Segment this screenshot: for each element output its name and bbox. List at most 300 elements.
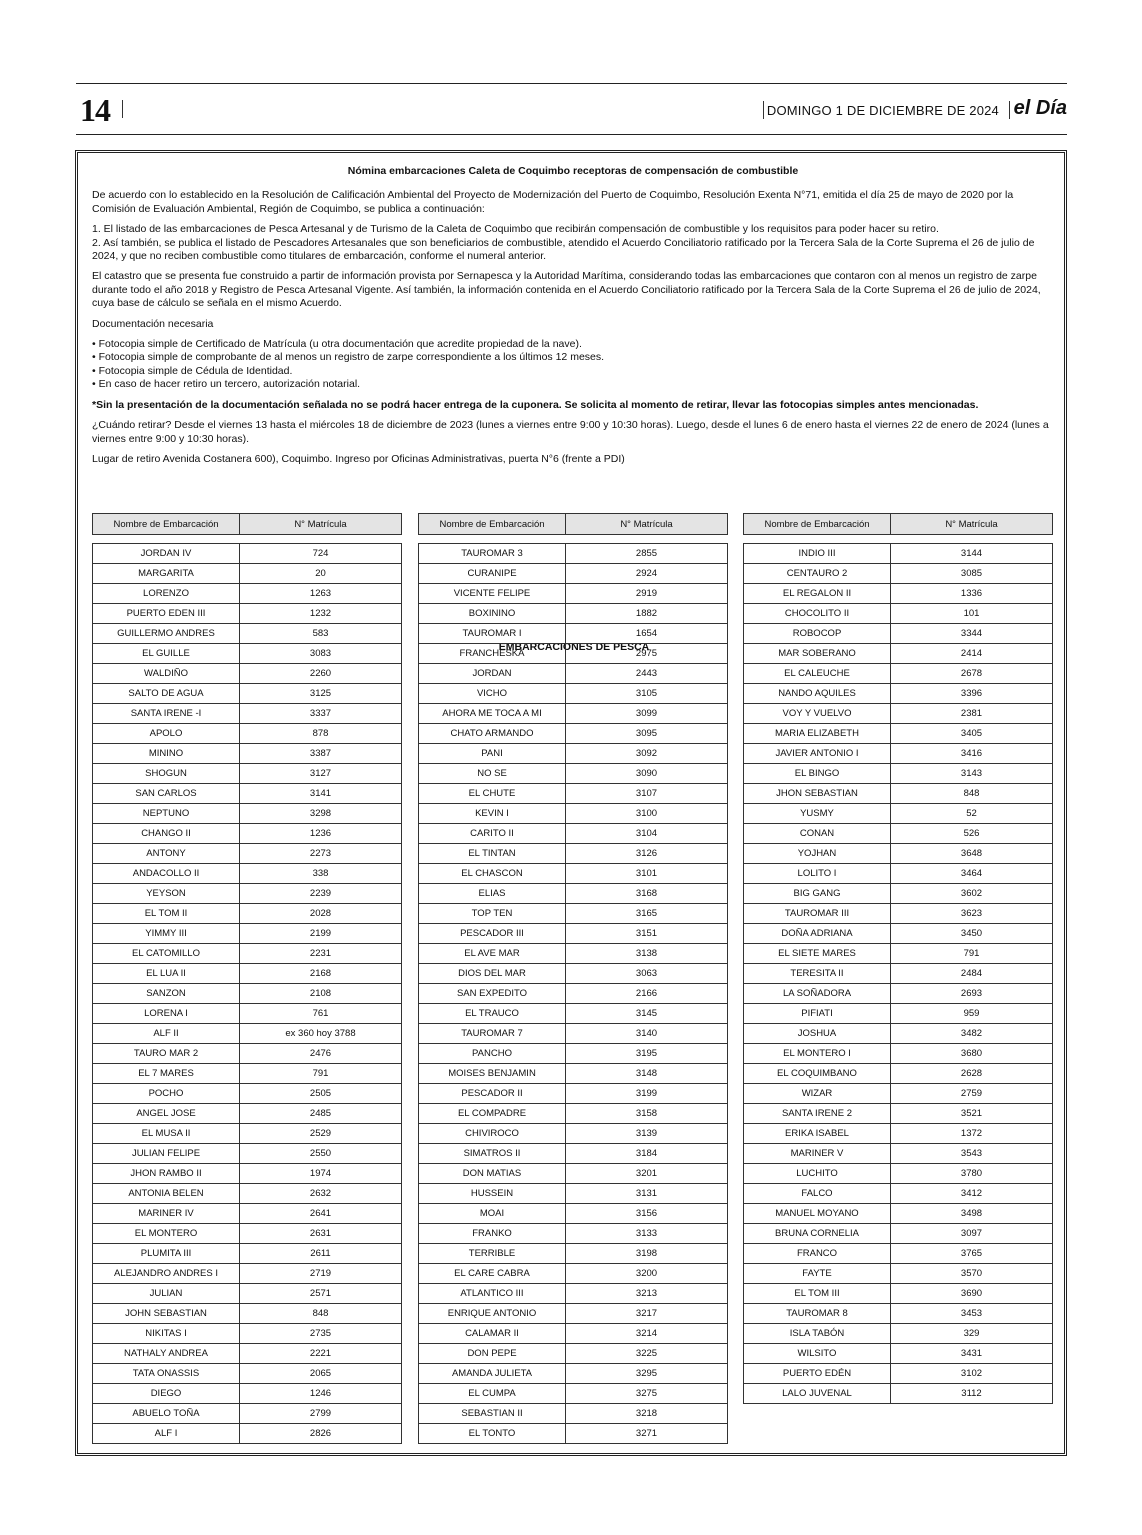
registration-number: 3148	[566, 1064, 728, 1084]
vessel-name: JULIAN FELIPE	[93, 1144, 240, 1164]
registration-number: 1246	[240, 1384, 402, 1404]
doc-item: • Fotocopia simple de Cédula de Identidad.	[92, 364, 293, 377]
registration-number: 2414	[891, 644, 1053, 664]
table-row	[744, 984, 1053, 1004]
table-row	[744, 684, 1053, 704]
vessel-name: TERESITA II	[744, 964, 891, 984]
vessel-name: PANI	[419, 744, 566, 764]
registration-number: 3158	[566, 1104, 728, 1124]
vessel-name: JHON RAMBO II	[93, 1164, 240, 1184]
vessel-name: YUSMY	[744, 804, 891, 824]
column-header-number: N° Matrícula	[891, 514, 1053, 535]
registration-number: 3127	[240, 764, 402, 784]
registration-number: 3095	[566, 724, 728, 744]
registration-number: 3165	[566, 904, 728, 924]
notice-warning: *Sin la presentación de la documentación señalada no se podrá hacer entrega de la cuponera. Se solicita al momento de retirar, llevar las fotocopias simples antes mencionadas.	[92, 398, 979, 411]
registration-number: 583	[240, 624, 402, 644]
table-row	[93, 1124, 402, 1144]
registration-number: 3100	[566, 804, 728, 824]
vessel-name: EL BINGO	[744, 764, 891, 784]
registration-number: 3337	[240, 704, 402, 724]
registration-number: 3482	[891, 1024, 1053, 1044]
vessel-name: EL TOM III	[744, 1284, 891, 1304]
registration-number: 2260	[240, 664, 402, 684]
vessel-name: ISLA TABÓN	[744, 1324, 891, 1344]
registration-number: 2168	[240, 964, 402, 984]
table-row	[93, 664, 402, 684]
vessel-name: EL CARE CABRA	[419, 1264, 566, 1284]
vessel-name: ANTONIA BELEN	[93, 1184, 240, 1204]
registration-number: 2529	[240, 1124, 402, 1144]
table-row	[419, 804, 728, 824]
table-row	[744, 884, 1053, 904]
table-row	[419, 1264, 728, 1284]
tables-title: EMBARCACIONES DE PESCA	[498, 641, 650, 653]
vessel-name: EL MUSA II	[93, 1124, 240, 1144]
page-number: 14	[80, 92, 110, 128]
table-row	[744, 1184, 1053, 1204]
registration-number: 3201	[566, 1164, 728, 1184]
table-row	[744, 604, 1053, 624]
table-row	[93, 604, 402, 624]
vessel-name: FAYTE	[744, 1264, 891, 1284]
vessel-name: DON MATIAS	[419, 1164, 566, 1184]
table-row	[419, 664, 728, 684]
vessel-name: JULIAN	[93, 1284, 240, 1304]
vessel-name: MININO	[93, 744, 240, 764]
vessel-name: ALEJANDRO ANDRES I	[93, 1264, 240, 1284]
registration-number: 526	[891, 824, 1053, 844]
table-row	[419, 644, 728, 664]
registration-number: 3780	[891, 1164, 1053, 1184]
vessel-name: DIOS DEL MAR	[419, 964, 566, 984]
table-row	[419, 784, 728, 804]
vessel-name: FRANCO	[744, 1244, 891, 1264]
table-row	[744, 644, 1053, 664]
table-row	[419, 884, 728, 904]
vessel-name: CHATO ARMANDO	[419, 724, 566, 744]
table-row	[744, 944, 1053, 964]
vessel-name: MARGARITA	[93, 564, 240, 584]
table-row	[419, 604, 728, 624]
registration-number: 2919	[566, 584, 728, 604]
table-row	[419, 1064, 728, 1084]
table-row	[93, 1104, 402, 1124]
table-row	[744, 924, 1053, 944]
registration-number: 2231	[240, 944, 402, 964]
table-header	[418, 513, 728, 535]
vessel-name: POCHO	[93, 1084, 240, 1104]
table-row	[93, 1384, 402, 1404]
table-row	[419, 564, 728, 584]
registration-number: 2108	[240, 984, 402, 1004]
table-row	[419, 624, 728, 644]
newspaper-logo: el Día	[1013, 97, 1067, 119]
registration-number: 3143	[891, 764, 1053, 784]
doc-item: • En caso de hacer retiro un tercero, autorización notarial.	[92, 378, 361, 391]
vessel-name: MAR SOBERANO	[744, 644, 891, 664]
vessel-name: ELIAS	[419, 884, 566, 904]
vessel-name: ROBOCOP	[744, 624, 891, 644]
table-row	[93, 1224, 402, 1244]
registration-number: 2221	[240, 1344, 402, 1364]
vessel-table-2	[418, 543, 728, 1444]
vessel-name: YEYSON	[93, 884, 240, 904]
registration-number: 3156	[566, 1204, 728, 1224]
table-row	[419, 984, 728, 1004]
vessel-name: ABUELO TOÑA	[93, 1404, 240, 1424]
table-row	[419, 1024, 728, 1044]
table-row	[419, 924, 728, 944]
vessel-name: NIKITAS I	[93, 1324, 240, 1344]
vessel-name: CONAN	[744, 824, 891, 844]
registration-number: 3102	[891, 1364, 1053, 1384]
registration-number: 3453	[891, 1304, 1053, 1324]
table-row	[744, 564, 1053, 584]
table-row	[419, 964, 728, 984]
vessel-name: PANCHO	[419, 1044, 566, 1064]
registration-number: 848	[240, 1304, 402, 1324]
vessel-name: SANZON	[93, 984, 240, 1004]
table-row	[419, 1324, 728, 1344]
notice-point-1: 1. El listado de las embarcaciones de Pesca Artesanal y de Turismo de la Caleta de Coquimbo que recibirán compensación de combustible y los requisitos para poder hacer su retiro.	[92, 223, 939, 236]
vessel-name: JAVIER ANTONIO I	[744, 744, 891, 764]
table-row	[419, 684, 728, 704]
registration-number: 2924	[566, 564, 728, 584]
table-row	[419, 704, 728, 724]
vessel-name: TAUROMAR 7	[419, 1024, 566, 1044]
table-row	[419, 724, 728, 744]
table-row	[419, 1284, 728, 1304]
vessel-name: WALDIÑO	[93, 664, 240, 684]
registration-number: 3140	[566, 1024, 728, 1044]
table-row	[744, 1064, 1053, 1084]
registration-number: 2628	[891, 1064, 1053, 1084]
registration-number: 3416	[891, 744, 1053, 764]
table-row	[744, 544, 1053, 564]
registration-number: 2273	[240, 844, 402, 864]
table-row	[419, 1124, 728, 1144]
vessel-name: PESCADOR II	[419, 1084, 566, 1104]
registration-number: 791	[891, 944, 1053, 964]
vessel-name: NANDO AQUILES	[744, 684, 891, 704]
registration-number: 3275	[566, 1384, 728, 1404]
registration-number: 3198	[566, 1244, 728, 1264]
table-row	[419, 1004, 728, 1024]
registration-number: 3214	[566, 1324, 728, 1344]
registration-number: 1263	[240, 584, 402, 604]
vessel-name: VICENTE FELIPE	[419, 584, 566, 604]
doc-item: • Fotocopia simple de comprobante de al menos un registro de zarpe correspondiente a los últimos 12 meses.	[92, 351, 605, 364]
table-row	[419, 744, 728, 764]
table-row	[744, 724, 1053, 744]
vessel-name: EL CHASCON	[419, 864, 566, 884]
table-row	[93, 1264, 402, 1284]
registration-number: 3133	[566, 1224, 728, 1244]
vessel-name: GUILLERMO ANDRES	[93, 624, 240, 644]
registration-number: 3145	[566, 1004, 728, 1024]
registration-number: 3396	[891, 684, 1053, 704]
vessel-name: LORENZO	[93, 584, 240, 604]
registration-number: 2975	[566, 644, 728, 664]
divider	[763, 101, 764, 119]
table-row	[744, 844, 1053, 864]
registration-number: 2505	[240, 1084, 402, 1104]
table-row	[744, 584, 1053, 604]
vessel-name: SANTA IRENE 2	[744, 1104, 891, 1124]
vessel-name: EL CATOMILLO	[93, 944, 240, 964]
registration-number: 3085	[891, 564, 1053, 584]
vessel-table-1	[92, 543, 402, 1444]
vessel-name: INDIO III	[744, 544, 891, 564]
table-row	[419, 944, 728, 964]
vessel-name: EL CUMPA	[419, 1384, 566, 1404]
registration-number: 3405	[891, 724, 1053, 744]
registration-number: 3225	[566, 1344, 728, 1364]
table-row	[744, 764, 1053, 784]
table-row	[744, 1244, 1053, 1264]
issue-date: DOMINGO 1 DE DICIEMBRE DE 2024	[766, 103, 999, 118]
table-row	[93, 1084, 402, 1104]
vessel-name: SANTA IRENE -I	[93, 704, 240, 724]
table-row	[93, 1304, 402, 1324]
vessel-name: TAUROMAR 8	[744, 1304, 891, 1324]
vessel-name: JORDAN	[419, 664, 566, 684]
table-row	[93, 924, 402, 944]
vessel-name: LORENA I	[93, 1004, 240, 1024]
vessel-name: EL MONTERO	[93, 1224, 240, 1244]
table-row	[419, 1404, 728, 1424]
registration-number: 3168	[566, 884, 728, 904]
table-row	[419, 584, 728, 604]
vessel-name: EL TRAUCO	[419, 1004, 566, 1024]
vessel-name: EL COMPADRE	[419, 1104, 566, 1124]
table-row	[93, 744, 402, 764]
vessel-name: JOHN SEBASTIAN	[93, 1304, 240, 1324]
table-row	[93, 624, 402, 644]
vessel-name: BIG GANG	[744, 884, 891, 904]
registration-number: 3101	[566, 864, 728, 884]
vessel-name: PUERTO EDEN III	[93, 604, 240, 624]
registration-number: 3765	[891, 1244, 1053, 1264]
registration-number: ex 360 hoy 3788	[240, 1024, 402, 1044]
table-row	[419, 1224, 728, 1244]
table-row	[93, 704, 402, 724]
registration-number: 1882	[566, 604, 728, 624]
vessel-name: SAN EXPEDITO	[419, 984, 566, 1004]
table-row	[744, 1324, 1053, 1344]
table-row	[419, 1424, 728, 1444]
vessel-name: MANUEL MOYANO	[744, 1204, 891, 1224]
table-row	[744, 1144, 1053, 1164]
vessel-name: CHANGO II	[93, 824, 240, 844]
registration-number: 2571	[240, 1284, 402, 1304]
divider	[1009, 101, 1010, 119]
vessel-name: TOP TEN	[419, 904, 566, 924]
table-row	[744, 624, 1053, 644]
vessel-name: ERIKA ISABEL	[744, 1124, 891, 1144]
table-row	[93, 824, 402, 844]
registration-number: 2166	[566, 984, 728, 1004]
registration-number: 959	[891, 1004, 1053, 1024]
registration-number: 3344	[891, 624, 1053, 644]
vessel-name: EL CALEUCHE	[744, 664, 891, 684]
vessel-name: EL MONTERO I	[744, 1044, 891, 1064]
registration-number: 1236	[240, 824, 402, 844]
table-row	[419, 1244, 728, 1264]
registration-number: 3200	[566, 1264, 728, 1284]
vessel-name: TAUROMAR III	[744, 904, 891, 924]
registration-number: 3112	[891, 1384, 1053, 1404]
registration-number: 2611	[240, 1244, 402, 1264]
table-row	[744, 784, 1053, 804]
registration-number: 1336	[891, 584, 1053, 604]
table-row	[93, 784, 402, 804]
registration-number: 2199	[240, 924, 402, 944]
registration-number: 101	[891, 604, 1053, 624]
page-header	[76, 83, 1067, 135]
vessel-name: ATLANTICO III	[419, 1284, 566, 1304]
vessel-name: AMANDA JULIETA	[419, 1364, 566, 1384]
table-row	[93, 844, 402, 864]
vessel-name: ANDACOLLO II	[93, 864, 240, 884]
registration-number: 3139	[566, 1124, 728, 1144]
registration-number: 2855	[566, 544, 728, 564]
vessel-name: CENTAURO 2	[744, 564, 891, 584]
vessel-name: EL TOM II	[93, 904, 240, 924]
registration-number: 3498	[891, 1204, 1053, 1224]
vessel-name: WILSITO	[744, 1344, 891, 1364]
registration-number: 878	[240, 724, 402, 744]
table-row	[93, 1404, 402, 1424]
table-row	[93, 544, 402, 564]
vessel-name: TERRIBLE	[419, 1244, 566, 1264]
table-row	[744, 1264, 1053, 1284]
table-row	[93, 864, 402, 884]
table-row	[744, 1164, 1053, 1184]
notice-title: Nómina embarcaciones Caleta de Coquimbo receptoras de compensación de combustible	[347, 165, 799, 177]
column-header-name: Nombre de Embarcación	[93, 514, 240, 535]
registration-number: 3151	[566, 924, 728, 944]
vessel-name: FRANKO	[419, 1224, 566, 1244]
notice-intro: De acuerdo con lo establecido en la Resolución de Calificación Ambiental del Proyecto de Modernización del Puerto de Coquimbo, Resolución Exenta N°71, emitida el día 25 de mayo de 2020 por la Comisión de Evaluación Ambiental, Región de Coquimbo, se publica a continuación:	[92, 189, 1014, 215]
registration-number: 338	[240, 864, 402, 884]
registration-number: 52	[891, 804, 1053, 824]
table-row	[744, 1104, 1053, 1124]
registration-number: 724	[240, 544, 402, 564]
vessel-name: MARINER IV	[93, 1204, 240, 1224]
table-row	[744, 1084, 1053, 1104]
registration-number: 1232	[240, 604, 402, 624]
vessel-name: FRANCHESKA	[419, 644, 566, 664]
vessel-name: EL REGALON II	[744, 584, 891, 604]
table-row	[744, 1284, 1053, 1304]
registration-number: 3097	[891, 1224, 1053, 1244]
registration-number: 3213	[566, 1284, 728, 1304]
table-row	[744, 864, 1053, 884]
table-row	[93, 584, 402, 604]
table-row	[419, 1344, 728, 1364]
table-row	[744, 1304, 1053, 1324]
table-row	[744, 1344, 1053, 1364]
vessel-name: APOLO	[93, 724, 240, 744]
vessel-name: EL GUILLE	[93, 644, 240, 664]
vessel-name: ENRIQUE ANTONIO	[419, 1304, 566, 1324]
vessel-name: VICHO	[419, 684, 566, 704]
vessel-name: DIEGO	[93, 1384, 240, 1404]
vessel-table-3	[743, 543, 1053, 1404]
registration-number: 2239	[240, 884, 402, 904]
vessel-name: DOÑA ADRIANA	[744, 924, 891, 944]
registration-number: 2735	[240, 1324, 402, 1344]
vessel-name: HUSSEIN	[419, 1184, 566, 1204]
registration-number: 3690	[891, 1284, 1053, 1304]
vessel-name: LA SOÑADORA	[744, 984, 891, 1004]
table-row	[419, 544, 728, 564]
table-row	[93, 1044, 402, 1064]
registration-number: 3521	[891, 1104, 1053, 1124]
registration-number: 3092	[566, 744, 728, 764]
registration-number: 3218	[566, 1404, 728, 1424]
vessel-name: CURANIPE	[419, 564, 566, 584]
registration-number: 2028	[240, 904, 402, 924]
vessel-name: SHOGUN	[93, 764, 240, 784]
vessel-name: SAN CARLOS	[93, 784, 240, 804]
table-row	[744, 1364, 1053, 1384]
vessel-name: JHON SEBASTIAN	[744, 784, 891, 804]
vessel-name: LOLITO I	[744, 864, 891, 884]
registration-number: 3063	[566, 964, 728, 984]
registration-number: 2826	[240, 1424, 402, 1444]
notice-where: Lugar de retiro Avenida Costanera 600), Coquimbo. Ingreso por Oficinas Administrativas, puerta N°6 (frente a PDI)	[92, 452, 625, 465]
vessel-name: ALF I	[93, 1424, 240, 1444]
notice-point-2: 2. Así también, se publica el listado de Pescadores Artesanales que son beneficiarios de combustible, atendido el Acuerdo Conciliatorio ratificado por la Tercera Sala de la Corte Suprema el 26 de julio de 2024, y que no reciben combustible como titulares de embarcación, conforme el numeral anterior.	[92, 236, 1035, 263]
table-row	[93, 984, 402, 1004]
registration-number: 1974	[240, 1164, 402, 1184]
vessel-name: MOISES BENJAMIN	[419, 1064, 566, 1084]
registration-number: 3138	[566, 944, 728, 964]
vessel-name: VOY Y VUELVO	[744, 704, 891, 724]
registration-number: 2719	[240, 1264, 402, 1284]
vessel-name: EL AVE MAR	[419, 944, 566, 964]
registration-number: 3387	[240, 744, 402, 764]
doc-heading: Documentación necesaria	[92, 317, 214, 330]
registration-number: 329	[891, 1324, 1053, 1344]
table-row	[744, 744, 1053, 764]
registration-number: 20	[240, 564, 402, 584]
table-row	[744, 904, 1053, 924]
vessel-name: YIMMY III	[93, 924, 240, 944]
table-row	[93, 1004, 402, 1024]
vessel-name: CHIVIROCO	[419, 1124, 566, 1144]
registration-number: 2641	[240, 1204, 402, 1224]
notice-when: ¿Cuándo retirar? Desde el viernes 13 hasta el miércoles 18 de diciembre de 2023 (lunes a viernes entre 9:00 y 10:30 horas). Luego, desde el lunes 6 de enero hasta el viernes 22 de enero de 2024 (lunes a viernes entre 9:00 y 10:30 horas).	[92, 419, 1049, 445]
registration-number: 3623	[891, 904, 1053, 924]
registration-number: 3144	[891, 544, 1053, 564]
divider	[122, 100, 123, 118]
table-row	[744, 1124, 1053, 1144]
registration-number: 2484	[891, 964, 1053, 984]
column-header-name: Nombre de Embarcación	[419, 514, 566, 535]
vessel-name: FALCO	[744, 1184, 891, 1204]
vessel-name: CHOCOLITO II	[744, 604, 891, 624]
table-row	[419, 1084, 728, 1104]
table-row	[93, 724, 402, 744]
vessel-name: PUERTO EDÉN	[744, 1364, 891, 1384]
registration-number: 3126	[566, 844, 728, 864]
registration-number: 761	[240, 1004, 402, 1024]
table-row	[419, 1164, 728, 1184]
